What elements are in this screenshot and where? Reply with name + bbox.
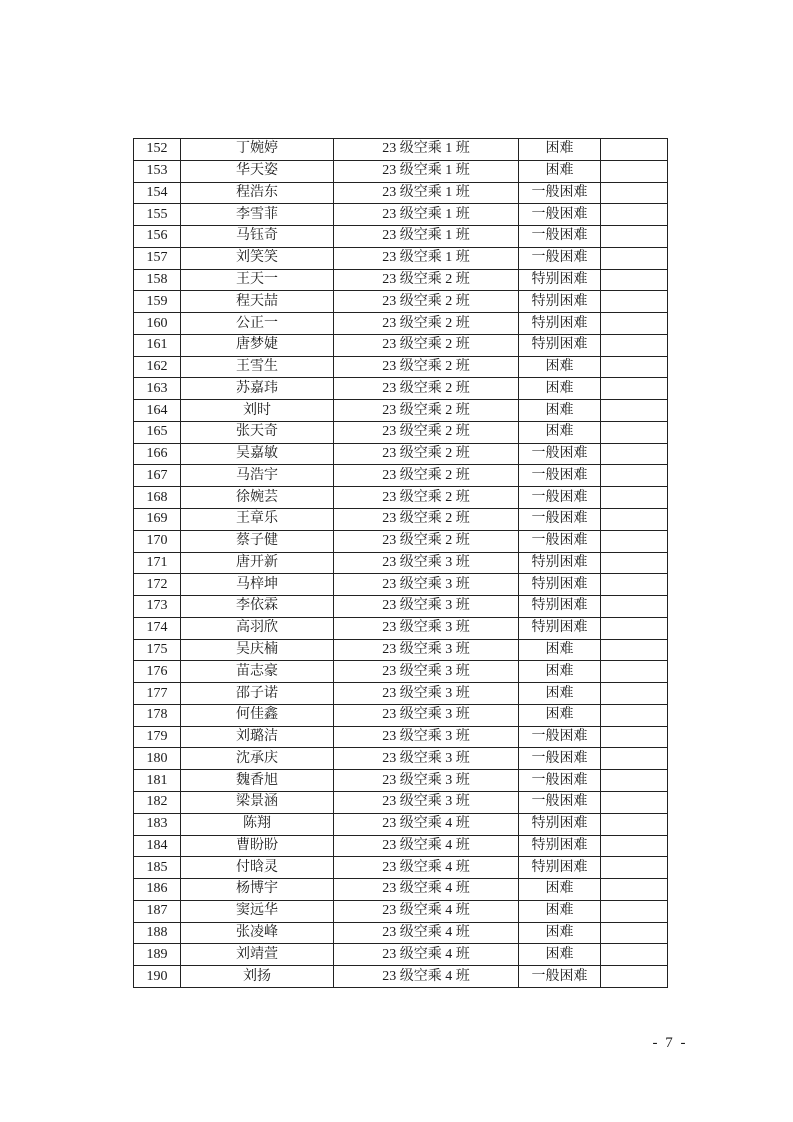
difficulty-level-cell: 一般困难 [519, 465, 601, 487]
note-cell [601, 226, 668, 248]
table-row [134, 443, 668, 465]
student-name-cell: 沈承庆 [181, 748, 334, 770]
table-row [134, 247, 668, 269]
row-number-cell: 155 [134, 204, 181, 226]
table-row [134, 226, 668, 248]
student-name-cell: 刘笑笑 [181, 247, 334, 269]
class-cell: 23 级空乘 3 班 [334, 770, 519, 792]
student-name-cell: 付晗灵 [181, 857, 334, 879]
table-row [134, 356, 668, 378]
student-name-cell: 蔡子健 [181, 530, 334, 552]
row-number-cell: 163 [134, 378, 181, 400]
row-number-cell: 188 [134, 922, 181, 944]
note-cell [601, 509, 668, 531]
student-name-cell: 陈翔 [181, 813, 334, 835]
note-cell [601, 421, 668, 443]
class-cell: 23 级空乘 3 班 [334, 639, 519, 661]
row-number-cell: 174 [134, 617, 181, 639]
class-cell: 23 级空乘 3 班 [334, 704, 519, 726]
note-cell [601, 530, 668, 552]
row-number-cell: 184 [134, 835, 181, 857]
student-name-cell: 曹盼盼 [181, 835, 334, 857]
class-cell: 23 级空乘 2 班 [334, 465, 519, 487]
class-cell: 23 级空乘 2 班 [334, 378, 519, 400]
note-cell [601, 182, 668, 204]
row-number-cell: 180 [134, 748, 181, 770]
student-name-cell: 唐开新 [181, 552, 334, 574]
note-cell [601, 247, 668, 269]
difficulty-level-cell: 困难 [519, 421, 601, 443]
row-number-cell: 183 [134, 813, 181, 835]
student-name-cell: 吴庆楠 [181, 639, 334, 661]
table-row [134, 182, 668, 204]
difficulty-level-cell: 一般困难 [519, 182, 601, 204]
table-row [134, 639, 668, 661]
note-cell [601, 791, 668, 813]
class-cell: 23 级空乘 2 班 [334, 530, 519, 552]
class-cell: 23 级空乘 4 班 [334, 857, 519, 879]
difficulty-level-cell: 一般困难 [519, 726, 601, 748]
class-cell: 23 级空乘 3 班 [334, 683, 519, 705]
table-row [134, 944, 668, 966]
row-number-cell: 166 [134, 443, 181, 465]
difficulty-level-cell: 一般困难 [519, 443, 601, 465]
table-row [134, 139, 668, 161]
student-name-cell: 程浩东 [181, 182, 334, 204]
table-row [134, 879, 668, 901]
table-row [134, 465, 668, 487]
student-name-cell: 王章乐 [181, 509, 334, 531]
class-cell: 23 级空乘 2 班 [334, 487, 519, 509]
difficulty-level-cell: 一般困难 [519, 791, 601, 813]
row-number-cell: 167 [134, 465, 181, 487]
note-cell [601, 552, 668, 574]
table-row [134, 748, 668, 770]
note-cell [601, 291, 668, 313]
class-cell: 23 级空乘 3 班 [334, 617, 519, 639]
note-cell [601, 966, 668, 988]
class-cell: 23 级空乘 3 班 [334, 748, 519, 770]
note-cell [601, 857, 668, 879]
student-name-cell: 刘璐洁 [181, 726, 334, 748]
student-name-cell: 梁景涵 [181, 791, 334, 813]
note-cell [601, 683, 668, 705]
table-row [134, 683, 668, 705]
row-number-cell: 189 [134, 944, 181, 966]
student-name-cell: 吴嘉敏 [181, 443, 334, 465]
row-number-cell: 176 [134, 661, 181, 683]
table-row [134, 574, 668, 596]
class-cell: 23 级空乘 2 班 [334, 356, 519, 378]
student-name-cell: 徐婉芸 [181, 487, 334, 509]
note-cell [601, 334, 668, 356]
row-number-cell: 186 [134, 879, 181, 901]
class-cell: 23 级空乘 2 班 [334, 443, 519, 465]
row-number-cell: 178 [134, 704, 181, 726]
difficulty-level-cell: 困难 [519, 400, 601, 422]
note-cell [601, 900, 668, 922]
class-cell: 23 级空乘 2 班 [334, 421, 519, 443]
note-cell [601, 313, 668, 335]
difficulty-level-cell: 困难 [519, 900, 601, 922]
note-cell [601, 356, 668, 378]
table-row [134, 378, 668, 400]
row-number-cell: 185 [134, 857, 181, 879]
class-cell: 23 级空乘 3 班 [334, 791, 519, 813]
row-number-cell: 168 [134, 487, 181, 509]
table-row [134, 966, 668, 988]
class-cell: 23 级空乘 3 班 [334, 726, 519, 748]
note-cell [601, 617, 668, 639]
difficulty-level-cell: 特别困难 [519, 574, 601, 596]
row-number-cell: 160 [134, 313, 181, 335]
page-number: - 7 - [652, 1035, 688, 1051]
student-name-cell: 刘扬 [181, 966, 334, 988]
student-name-cell: 窦远华 [181, 900, 334, 922]
note-cell [601, 269, 668, 291]
student-name-cell: 华天姿 [181, 160, 334, 182]
difficulty-level-cell: 困难 [519, 944, 601, 966]
row-number-cell: 171 [134, 552, 181, 574]
row-number-cell: 177 [134, 683, 181, 705]
note-cell [601, 879, 668, 901]
student-name-cell: 王天一 [181, 269, 334, 291]
difficulty-level-cell: 特别困难 [519, 552, 601, 574]
note-cell [601, 487, 668, 509]
row-number-cell: 175 [134, 639, 181, 661]
difficulty-level-cell: 困难 [519, 683, 601, 705]
class-cell: 23 级空乘 1 班 [334, 139, 519, 161]
table-row [134, 661, 668, 683]
table-row [134, 596, 668, 618]
class-cell: 23 级空乘 1 班 [334, 247, 519, 269]
class-cell: 23 级空乘 3 班 [334, 661, 519, 683]
table-row [134, 160, 668, 182]
table-row [134, 900, 668, 922]
class-cell: 23 级空乘 3 班 [334, 596, 519, 618]
difficulty-level-cell: 一般困难 [519, 966, 601, 988]
row-number-cell: 159 [134, 291, 181, 313]
note-cell [601, 661, 668, 683]
class-cell: 23 级空乘 1 班 [334, 204, 519, 226]
class-cell: 23 级空乘 4 班 [334, 813, 519, 835]
table-row [134, 334, 668, 356]
row-number-cell: 157 [134, 247, 181, 269]
note-cell [601, 726, 668, 748]
note-cell [601, 139, 668, 161]
student-roster-table [133, 138, 668, 988]
student-name-cell: 马梓坤 [181, 574, 334, 596]
class-cell: 23 级空乘 4 班 [334, 966, 519, 988]
note-cell [601, 443, 668, 465]
student-name-cell: 程天喆 [181, 291, 334, 313]
note-cell [601, 944, 668, 966]
student-name-cell: 苗志豪 [181, 661, 334, 683]
note-cell [601, 748, 668, 770]
note-cell [601, 835, 668, 857]
table-row [134, 509, 668, 531]
row-number-cell: 179 [134, 726, 181, 748]
table-row [134, 421, 668, 443]
difficulty-level-cell: 困难 [519, 378, 601, 400]
class-cell: 23 级空乘 4 班 [334, 835, 519, 857]
note-cell [601, 922, 668, 944]
student-name-cell: 李依霖 [181, 596, 334, 618]
student-name-cell: 苏嘉玮 [181, 378, 334, 400]
class-cell: 23 级空乘 2 班 [334, 509, 519, 531]
row-number-cell: 156 [134, 226, 181, 248]
difficulty-level-cell: 困难 [519, 356, 601, 378]
class-cell: 23 级空乘 3 班 [334, 552, 519, 574]
difficulty-level-cell: 一般困难 [519, 226, 601, 248]
class-cell: 23 级空乘 4 班 [334, 944, 519, 966]
table-row [134, 269, 668, 291]
class-cell: 23 级空乘 3 班 [334, 574, 519, 596]
note-cell [601, 574, 668, 596]
note-cell [601, 704, 668, 726]
row-number-cell: 169 [134, 509, 181, 531]
difficulty-level-cell: 困难 [519, 879, 601, 901]
student-name-cell: 马浩宇 [181, 465, 334, 487]
note-cell [601, 160, 668, 182]
class-cell: 23 级空乘 1 班 [334, 182, 519, 204]
class-cell: 23 级空乘 4 班 [334, 900, 519, 922]
student-name-cell: 公正一 [181, 313, 334, 335]
table-row [134, 487, 668, 509]
difficulty-level-cell: 困难 [519, 704, 601, 726]
table-row [134, 530, 668, 552]
table-row [134, 704, 668, 726]
difficulty-level-cell: 特别困难 [519, 596, 601, 618]
difficulty-level-cell: 特别困难 [519, 857, 601, 879]
row-number-cell: 172 [134, 574, 181, 596]
difficulty-level-cell: 困难 [519, 139, 601, 161]
note-cell [601, 813, 668, 835]
student-table-body [134, 139, 668, 988]
difficulty-level-cell: 一般困难 [519, 204, 601, 226]
row-number-cell: 170 [134, 530, 181, 552]
difficulty-level-cell: 一般困难 [519, 509, 601, 531]
difficulty-level-cell: 特别困难 [519, 835, 601, 857]
class-cell: 23 级空乘 1 班 [334, 226, 519, 248]
table-row [134, 813, 668, 835]
difficulty-level-cell: 一般困难 [519, 748, 601, 770]
class-cell: 23 级空乘 2 班 [334, 269, 519, 291]
student-name-cell: 刘靖萱 [181, 944, 334, 966]
student-name-cell: 王雪生 [181, 356, 334, 378]
class-cell: 23 级空乘 2 班 [334, 334, 519, 356]
difficulty-level-cell: 困难 [519, 661, 601, 683]
class-cell: 23 级空乘 2 班 [334, 400, 519, 422]
class-cell: 23 级空乘 4 班 [334, 922, 519, 944]
class-cell: 23 级空乘 1 班 [334, 160, 519, 182]
table-row [134, 770, 668, 792]
difficulty-level-cell: 一般困难 [519, 530, 601, 552]
table-row [134, 617, 668, 639]
row-number-cell: 187 [134, 900, 181, 922]
student-name-cell: 刘时 [181, 400, 334, 422]
row-number-cell: 152 [134, 139, 181, 161]
row-number-cell: 190 [134, 966, 181, 988]
table-row [134, 922, 668, 944]
difficulty-level-cell: 特别困难 [519, 313, 601, 335]
table-row [134, 400, 668, 422]
note-cell [601, 639, 668, 661]
row-number-cell: 165 [134, 421, 181, 443]
table-row [134, 204, 668, 226]
difficulty-level-cell: 特别困难 [519, 813, 601, 835]
student-name-cell: 唐梦婕 [181, 334, 334, 356]
row-number-cell: 162 [134, 356, 181, 378]
table-row [134, 313, 668, 335]
table-row [134, 835, 668, 857]
difficulty-level-cell: 一般困难 [519, 247, 601, 269]
difficulty-level-cell: 困难 [519, 922, 601, 944]
row-number-cell: 153 [134, 160, 181, 182]
note-cell [601, 770, 668, 792]
table-row [134, 552, 668, 574]
row-number-cell: 182 [134, 791, 181, 813]
student-name-cell: 何佳鑫 [181, 704, 334, 726]
difficulty-level-cell: 特别困难 [519, 269, 601, 291]
note-cell [601, 378, 668, 400]
table-row [134, 291, 668, 313]
student-name-cell: 邵子诺 [181, 683, 334, 705]
student-name-cell: 魏香旭 [181, 770, 334, 792]
row-number-cell: 158 [134, 269, 181, 291]
difficulty-level-cell: 特别困难 [519, 291, 601, 313]
note-cell [601, 400, 668, 422]
note-cell [601, 596, 668, 618]
student-name-cell: 张凌峰 [181, 922, 334, 944]
row-number-cell: 154 [134, 182, 181, 204]
difficulty-level-cell: 一般困难 [519, 487, 601, 509]
class-cell: 23 级空乘 2 班 [334, 291, 519, 313]
student-name-cell: 杨博宇 [181, 879, 334, 901]
note-cell [601, 204, 668, 226]
table-row [134, 791, 668, 813]
class-cell: 23 级空乘 2 班 [334, 313, 519, 335]
row-number-cell: 161 [134, 334, 181, 356]
student-name-cell: 高羽欣 [181, 617, 334, 639]
class-cell: 23 级空乘 4 班 [334, 879, 519, 901]
student-name-cell: 李雪菲 [181, 204, 334, 226]
difficulty-level-cell: 困难 [519, 639, 601, 661]
table-row [134, 726, 668, 748]
row-number-cell: 173 [134, 596, 181, 618]
student-name-cell: 马钰奇 [181, 226, 334, 248]
row-number-cell: 164 [134, 400, 181, 422]
student-name-cell: 张天奇 [181, 421, 334, 443]
difficulty-level-cell: 困难 [519, 160, 601, 182]
table-row [134, 857, 668, 879]
note-cell [601, 465, 668, 487]
difficulty-level-cell: 一般困难 [519, 770, 601, 792]
row-number-cell: 181 [134, 770, 181, 792]
difficulty-level-cell: 特别困难 [519, 334, 601, 356]
difficulty-level-cell: 特别困难 [519, 617, 601, 639]
student-name-cell: 丁婉婷 [181, 139, 334, 161]
